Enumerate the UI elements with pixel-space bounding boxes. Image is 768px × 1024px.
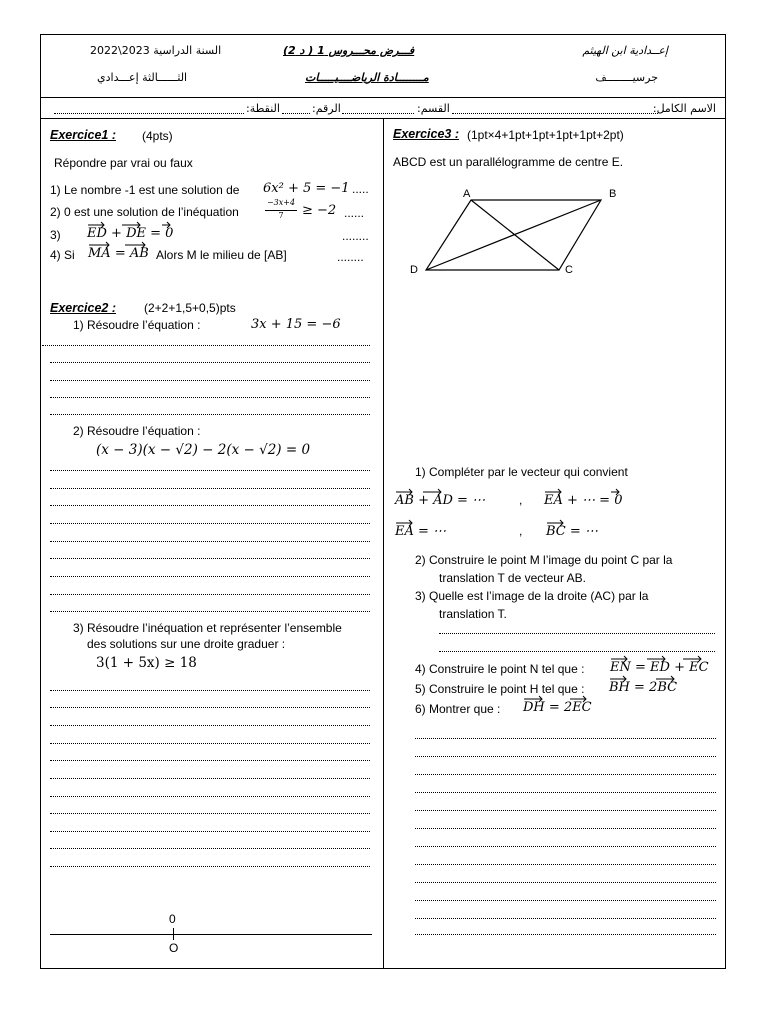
ex3-q1-a-arrows [394, 488, 444, 496]
ex1-q4-text: Alors M le milieu de [AB] [156, 248, 287, 262]
ex1-q1-math: 6x² + 5 = −1 [263, 181, 350, 196]
ex3-q1-comma1: , [519, 493, 523, 507]
axis-tick-label: 0 [169, 912, 176, 926]
ex1-q2-answer[interactable]: ...... [344, 206, 365, 220]
ex3-q6-math: DH = 2EC [523, 700, 592, 715]
ex1-q4-answer[interactable]: ........ [337, 250, 364, 264]
ex1-q1-text: 1) Le nombre -1 est une solution de [50, 183, 240, 197]
ex3-q1-a: AB + AD = ⋯ [395, 493, 486, 508]
ex3-title: Exercice3 : [393, 127, 460, 141]
ex2-q1-math: 3x + 15 = −6 [251, 317, 341, 332]
subject: مــــــــادة الرياضــــيـــــات [305, 71, 429, 84]
class-field[interactable] [342, 113, 414, 114]
axis-origin-label: O [169, 941, 179, 955]
ex1-q3-vector-arrows [86, 221, 176, 229]
vertex-label-a: A [463, 188, 471, 200]
ex3-q3-line1: 3) Quelle est l’image de la droite (AC) par la [415, 589, 649, 603]
label-mark: النقطة: [246, 102, 280, 115]
ex3-q1-b-arrows [543, 488, 623, 496]
diagonal-bd [426, 200, 601, 270]
ex3-q1-c: EA = ⋯ [395, 524, 447, 539]
ex1-q4-math: MA = AB [88, 246, 149, 261]
column-divider [383, 118, 384, 969]
ex1-q3-num: 3) [50, 228, 61, 242]
ex1-points: (4pts) [142, 129, 173, 143]
ex2-q1-text: 1) Résoudre l’équation : [73, 318, 201, 332]
ex1-q2-text: 2) 0 est une solution de l’inéquation [50, 205, 239, 219]
ex2-q3-line1: 3) Résoudre l’inéquation et représenter l’ensemble [73, 621, 342, 635]
label-number: الرقم: [312, 102, 341, 115]
number-line[interactable] [50, 934, 372, 935]
ex2-q3-line2: des solutions sur une droite graduer : [87, 637, 286, 651]
ex3-q2-line2: translation T de vecteur AB. [439, 571, 586, 585]
school-name: إعــدادية ابن الهيثم [582, 44, 668, 57]
ex1-q4-num: 4) Si [50, 248, 75, 262]
exam-title: فـــرض محـــروس 1 ( د 2) [283, 44, 415, 57]
axis-origin-tick [173, 928, 174, 940]
school-year: السنة الدراسية 2023\2022 [90, 44, 222, 57]
ex1-q1-answer[interactable]: ..... [352, 182, 369, 196]
name-field[interactable] [452, 113, 658, 114]
ex1-q3-answer[interactable]: ........ [342, 229, 369, 243]
vertex-label-b: B [609, 188, 617, 200]
ex1-q2-rest: ≥ −2 [302, 203, 337, 218]
ex1-q2-numerator: −3x+4 [266, 198, 296, 207]
ex1-q3-math: ED + DE = 0 [87, 226, 174, 241]
ex3-q2-line1: 2) Construire le point M l’image du point C par la [415, 553, 673, 567]
ex1-q2-denominator: 7 [278, 211, 284, 220]
ex3-q4-math: EN = ED + EC [610, 660, 709, 675]
level: الثــــــالثة إعـــدادي [97, 71, 188, 84]
ex3-q3-line2: translation T. [439, 607, 507, 621]
ex3-q1-b: EA + ⋯ = 0 [544, 493, 623, 508]
number-field[interactable] [282, 113, 310, 114]
ex3-q1-comma2: , [519, 524, 523, 538]
mark-field[interactable] [54, 113, 244, 114]
label-name: الاسم الكامل: [652, 102, 716, 115]
ex3-q4-arrows [609, 655, 705, 663]
ex2-points: (2+2+1,5+0,5)pts [144, 301, 236, 315]
ex3-points: (1pt×4+1pt+1pt+1pt+1pt+2pt) [467, 128, 624, 142]
header-divider [40, 97, 726, 98]
ex3-q1-d: BC = ⋯ [546, 524, 598, 539]
ex2-q2-math: (x − 3)(x − √2) − 2(x − √2) = 0 [96, 442, 311, 458]
city: جرسيــــــــف [595, 71, 658, 84]
ex2-q2-text: 2) Résoudre l’équation : [73, 424, 201, 438]
ex3-q6-text: 6) Montrer que : [415, 702, 501, 716]
ex3-q4-text: 4) Construire le point N tel que : [415, 662, 585, 676]
ex2-title: Exercice2 : [50, 301, 117, 315]
ex1-q4-vector-arrows [87, 241, 149, 249]
ex1-instruction: Répondre par vrai ou faux [54, 156, 193, 170]
ex3-q1-d-arrows [545, 519, 567, 527]
parallelogram-figure [400, 186, 630, 278]
ex3-intro: ABCD est un parallélogramme de centre E. [393, 155, 624, 169]
ex2-q3-math: 3(1 + 5x) ≥ 18 [96, 655, 197, 671]
ex3-q5-arrows [608, 675, 678, 683]
ex3-q5-math: BH = 2BC [609, 680, 678, 695]
ex1-title: Exercice1 : [50, 128, 117, 142]
label-class: القسم: [417, 102, 450, 115]
ex3-q5-text: 5) Construire le point H tel que : [415, 682, 585, 696]
ex3-q1: 1) Compléter par le vecteur qui convient [415, 465, 628, 479]
vertex-label-d: D [410, 264, 418, 276]
vertex-label-c: C [565, 264, 573, 276]
ex3-q6-arrows [522, 695, 592, 703]
ex3-q1-c-arrows [394, 519, 416, 527]
